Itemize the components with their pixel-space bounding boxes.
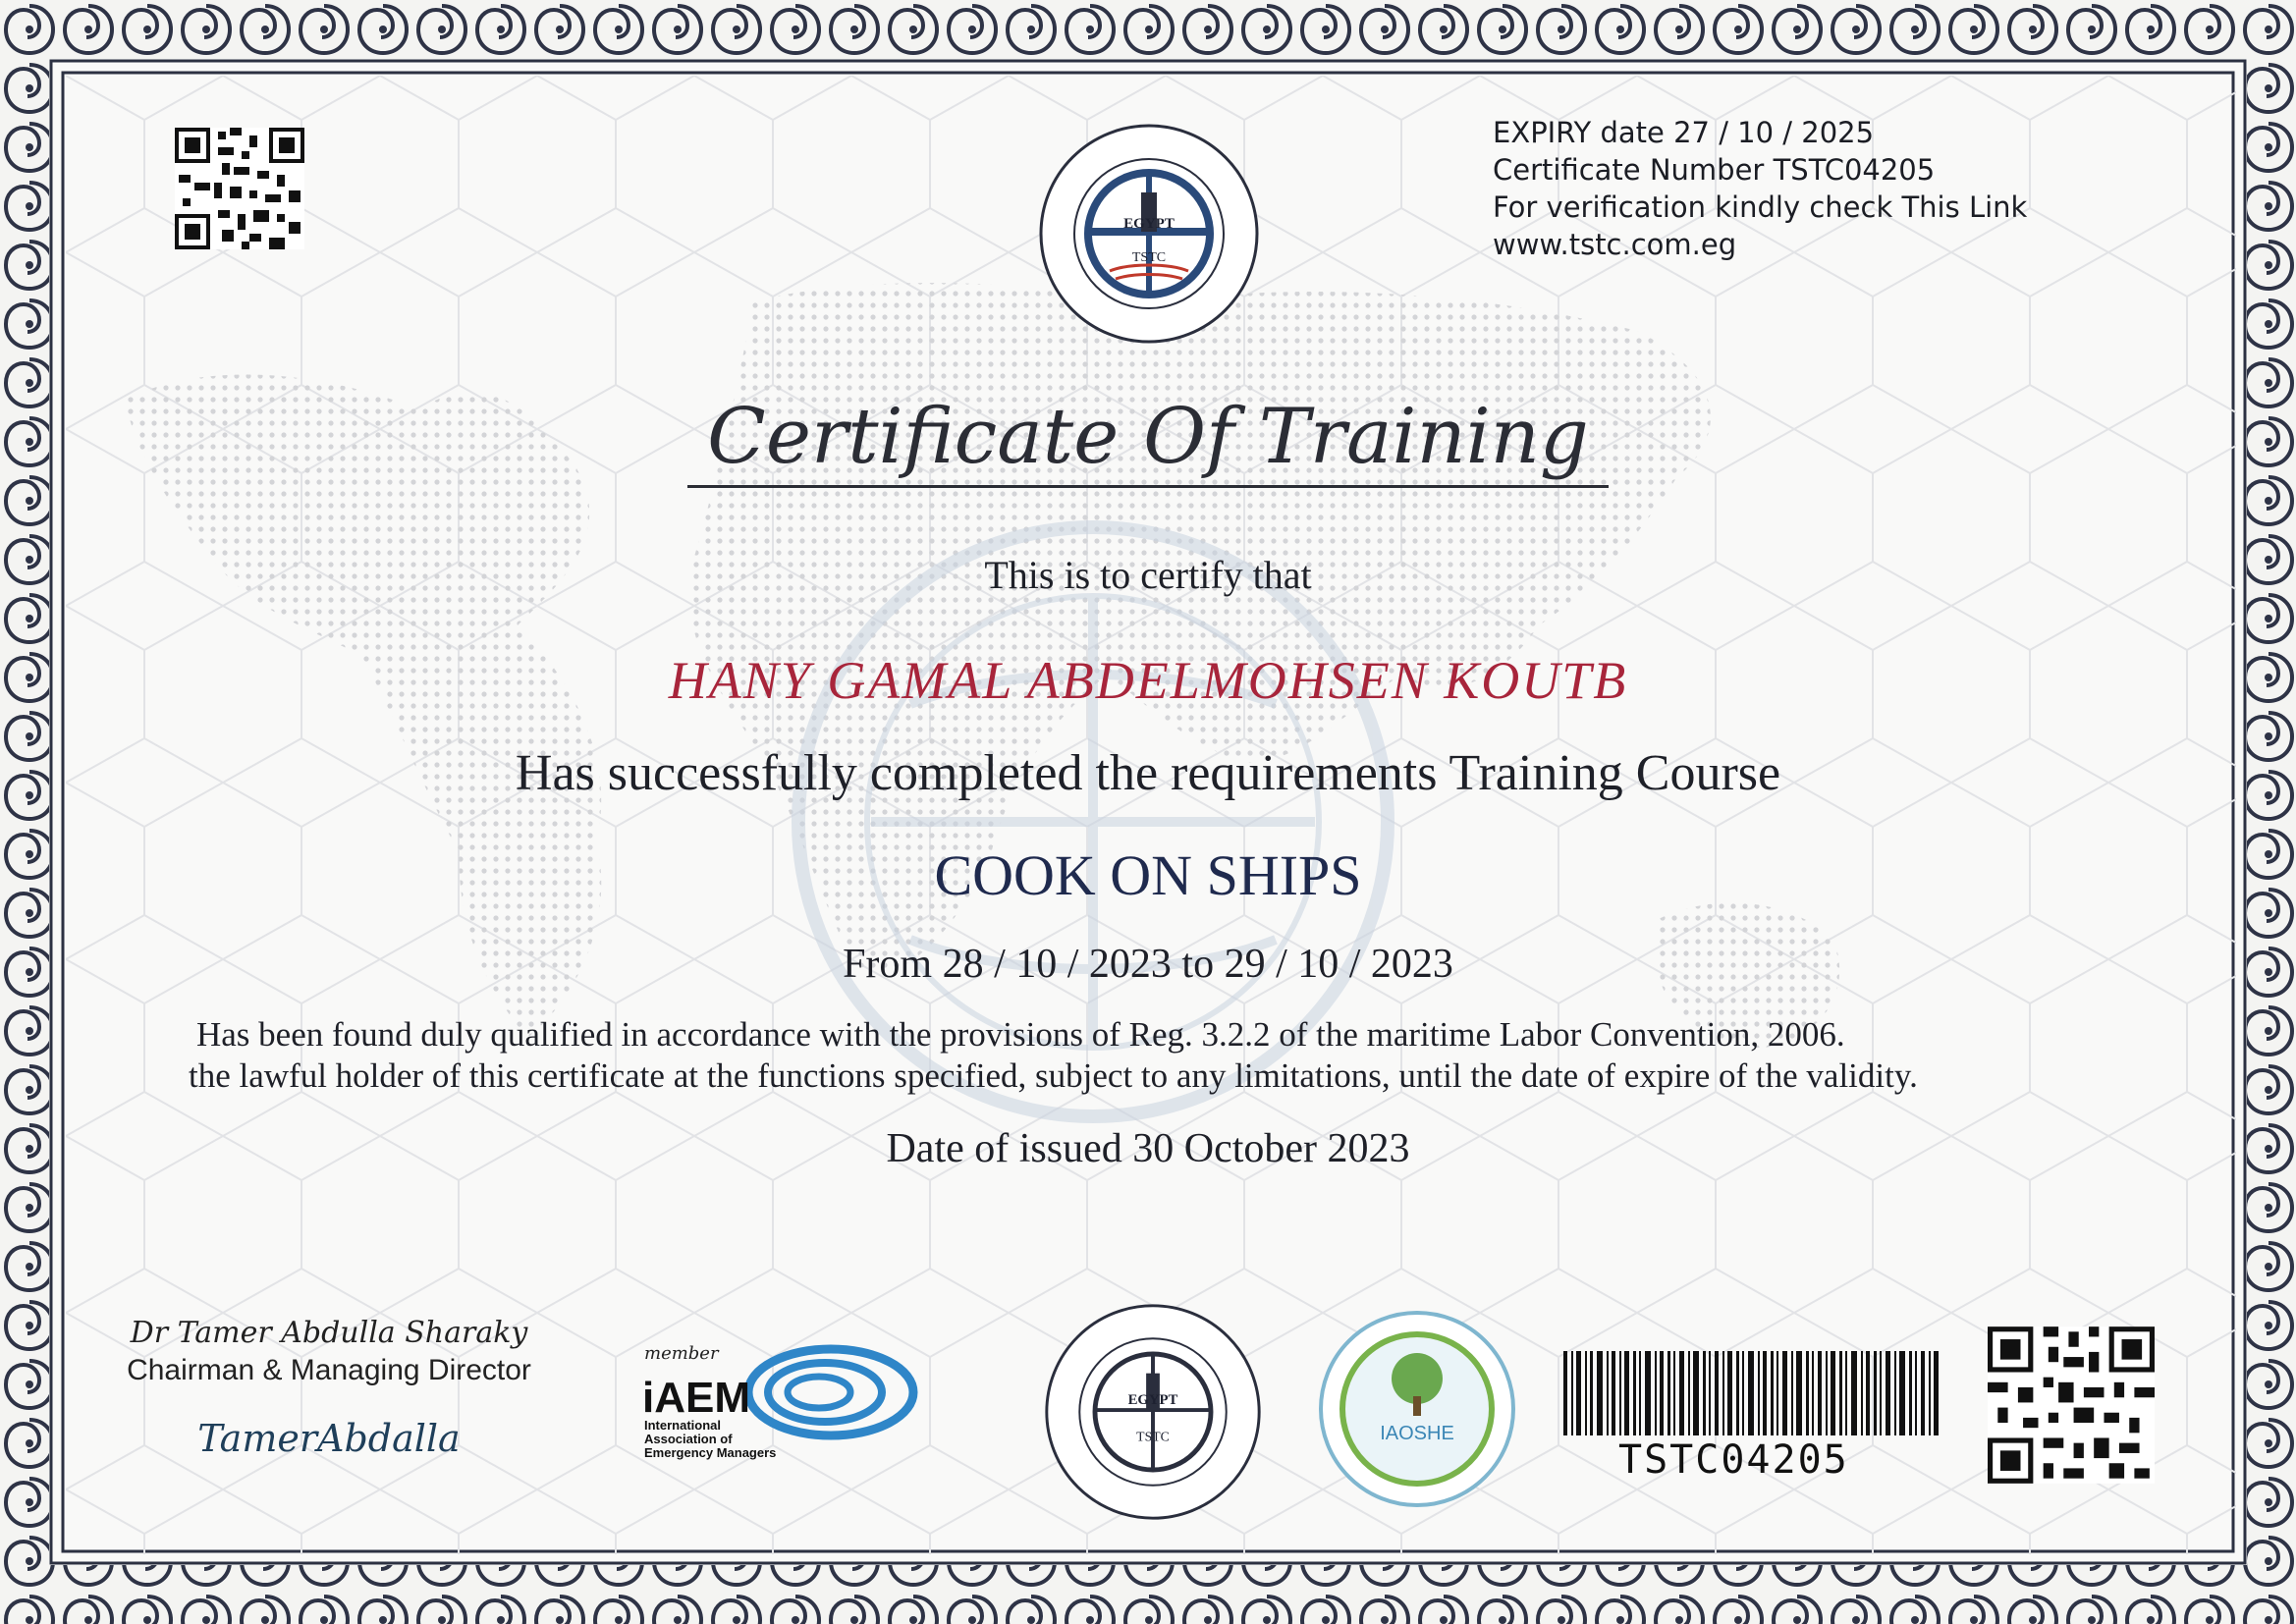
certificate-info [1493,114,2027,263]
tstc-logo [1021,116,1277,352]
certify-text: This is to certify that [984,553,1312,597]
expiry-date: EXPIRY date 27 / 10 / 2025 [1493,116,1875,149]
iaem-line1: International [644,1418,722,1433]
provision-line-2: the lawful holder of this certificate at the functions specified, subject to any limitations, until the date of expire of the validity. [189,1056,1918,1095]
course-name: COOK ON SHIPS [934,843,1362,907]
certificate-number: Certificate Number TSTC04205 [1493,153,1936,187]
recipient-name: HANY GAMAL ABDELMOHSEN KOUTB [668,651,1628,710]
iaem-abbr: iAEM [642,1374,750,1422]
iaem-member: member [644,1343,719,1364]
course-dates: From 28 / 10 / 2023 to 29 / 10 / 2023 [843,942,1453,987]
verification-text: For verification kindly check This Link [1493,190,2028,224]
seal-country: EGYPT [1127,1392,1178,1409]
iaem-line3: Emergency Managers [644,1445,777,1460]
barcode-number: TSTC04205 [1618,1437,1849,1483]
logo-abbr: TSTC [1131,250,1167,265]
signatory-name: Dr Tamer Abdulla Sharaky [130,1316,528,1350]
qr-code-icon [175,128,304,249]
iaem-logo [638,1335,923,1463]
certificate-title [0,393,2296,488]
website-link[interactable]: www.tstc.com.eg [1493,228,1737,261]
iaoshe-logo [1316,1310,1518,1508]
iaem-line2: Association of [644,1432,733,1446]
completed-text: Has successfully completed the requirements Training Course [515,745,1781,801]
provision-line-1: Has been found duly qualified in accordance with the provisions of Reg. 3.2.2 of the maritime Labor Convention, 2006. [196,1015,1845,1054]
issue-date: Date of issued 30 October 2023 [886,1126,1410,1171]
iaoshe-abbr: IAOSHE [1380,1423,1454,1444]
signatory-title: Chairman & Managing Director [127,1354,531,1386]
signature: TamerAbdalla [197,1417,461,1460]
barcode-icon [1563,1351,1942,1435]
qr-code-icon [1988,1326,2155,1485]
logo-country: EGYPT [1123,216,1175,232]
signatory-block [108,1316,550,1460]
tstc-seal [1027,1296,1279,1528]
title-text: Certificate Of Training [687,393,1609,488]
seal-abbr: TSTC [1136,1429,1170,1444]
